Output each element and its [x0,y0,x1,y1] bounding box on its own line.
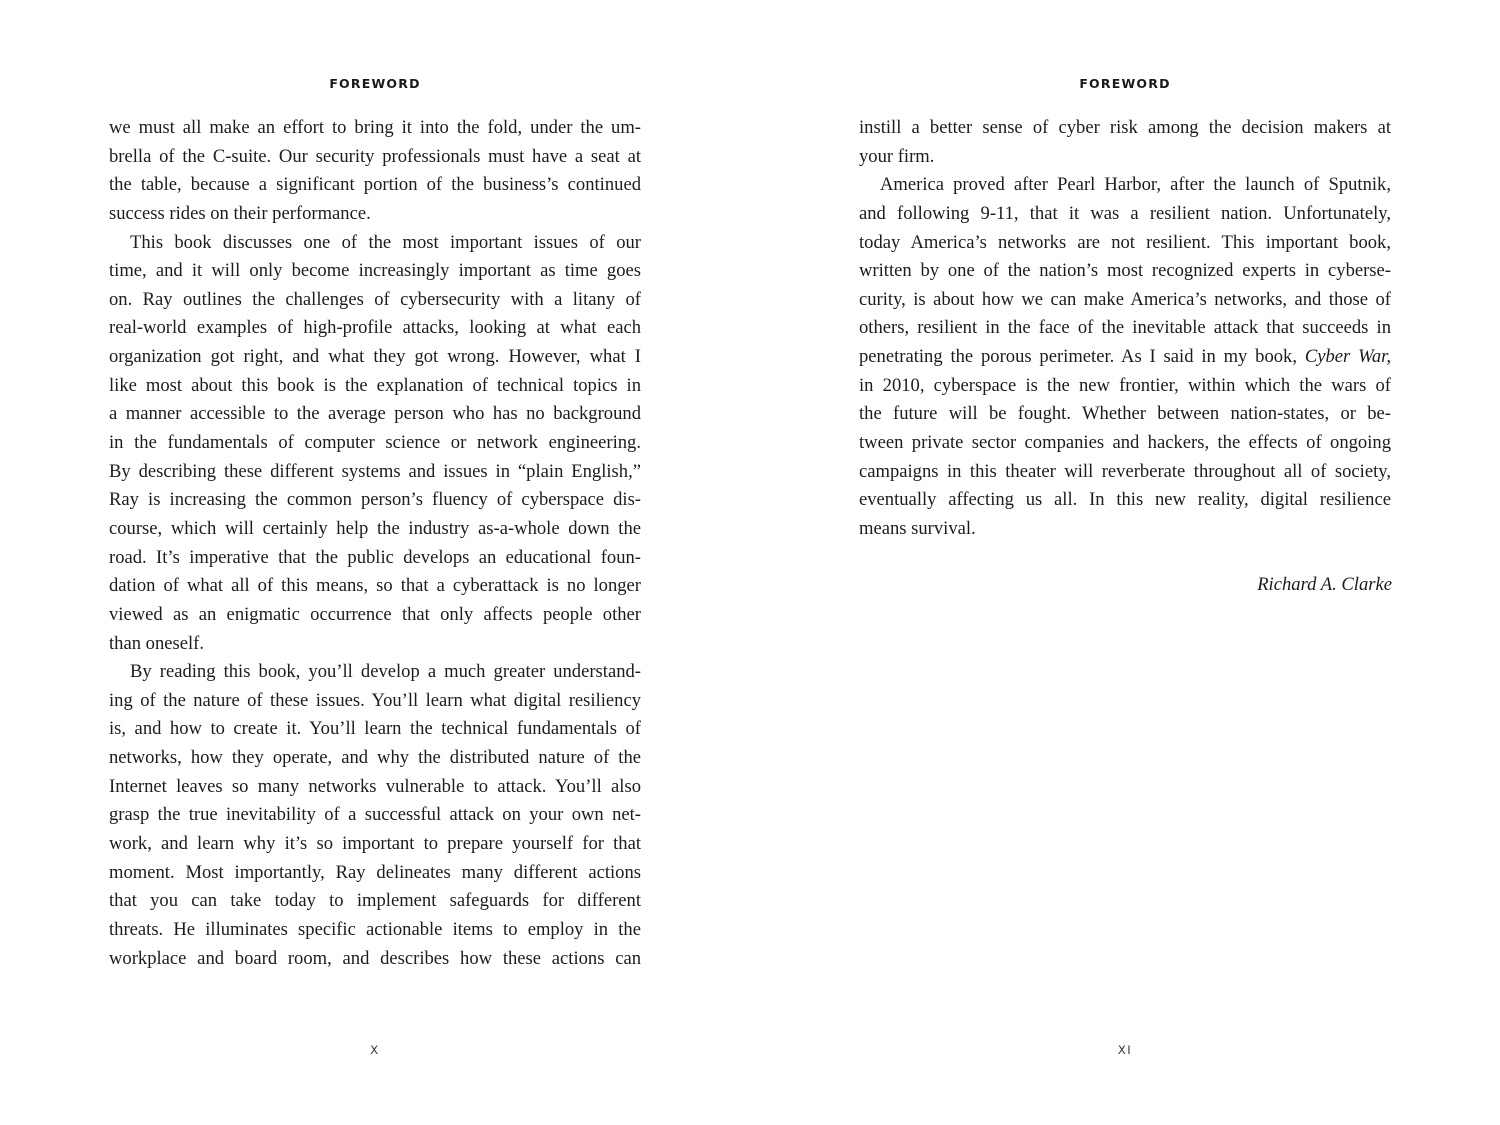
text-line: workplace and board room, and describes how these actions can [109,947,641,969]
text-line: America proved after Pearl Harbor, after the launch of Sputnik, [880,174,1391,196]
text-line: the future will be fought. Whether between nation-states, or be- [859,403,1391,425]
text-line: than oneself. [109,632,205,654]
running-head: FOREWORD [329,76,421,91]
page-number: XI [1117,1043,1133,1057]
text-line: work, and learn why it’s so important to prepare yourself for that [109,833,641,855]
text-line: we must all make an effort to bring it into the fold, under the um- [109,117,641,138]
text-line: success rides on their performance. [109,202,371,224]
right-page [750,0,1500,1125]
text-line: By describing these different systems and issues in “plain English,” [109,460,641,482]
text-line: course, which will certainly help the industry as-a-whole down the [109,517,641,539]
text-line: dation of what all of this means, so that a cyberattack is no longer [109,575,641,597]
text-line: This book discusses one of the most important issues of our [130,231,641,253]
text-line: networks, how they operate, and why the distributed nature of the [109,747,641,769]
paragraph [859,114,1391,171]
body-text [109,114,641,973]
text-line: your firm. [859,145,935,167]
book-title: Cyber War, [1304,346,1391,368]
text-line: means survival. [859,517,976,539]
paragraph [109,658,641,973]
text-line: time, and it will only become increasingly important as time goes [109,260,641,282]
text-line: like most about this book is the explanation of technical topics in [109,374,641,396]
text-line: tween private sector companies and hackers, the effects of ongoing [859,432,1391,454]
text-line: By reading this book, you’ll develop a much greater understand- [130,661,641,683]
text-line: today America’s networks are not resilient. This important book, [859,231,1391,253]
text-line: eventually affecting us all. In this new reality, digital resilience [859,489,1391,511]
text-line: organization got right, and what they got wrong. However, what I [109,346,641,368]
page-number: X [370,1043,380,1057]
paragraph [109,114,641,229]
text-line: a manner accessible to the average person who has no background [109,403,641,425]
text-line: others, resilient in the face of the inevitable attack that succeeds in [859,317,1391,339]
text-line: on. Ray outlines the challenges of cybersecurity with a litany of [109,288,641,310]
text-line: brella of the C-suite. Our security professionals must have a seat at [109,145,641,167]
text-line: threats. He illuminates specific actionable items to employ in the [109,918,641,940]
text-line: that you can take today to implement safeguards for different [109,890,641,912]
text-line: in 2010, cyberspace is the new frontier, within which the wars of [859,374,1391,396]
text-line: ing of the nature of these issues. You’ll learn what digital resiliency [109,689,641,711]
text-line: campaigns in this theater will reverberate throughout all of society, [859,460,1391,482]
text-line: written by one of the nation’s most recognized experts in cyberse- [859,260,1391,282]
body-text [859,114,1391,544]
text-line: the table, because a significant portion of the business’s continued [109,174,641,196]
text-line: instill a better sense of cyber risk among the decision makers at [859,117,1391,138]
text-line: grasp the true inevitability of a successful attack on your own net- [109,804,641,826]
text-line: road. It’s imperative that the public develops an educational foun- [109,546,641,568]
text-line: in the fundamentals of computer science or network engineering. [109,432,641,454]
text-line [859,343,1391,372]
text-line: curity, is about how we can make America’s networks, and those of [859,288,1391,310]
paragraph [859,171,1391,543]
author-signature: Richard A. Clarke [1257,574,1392,595]
text-line: is, and how to create it. You’ll learn the technical fundamentals of [109,718,641,740]
text-line: Internet leaves so many networks vulnerable to attack. You’ll also [109,775,641,797]
running-head: FOREWORD [1079,76,1171,91]
paragraph [109,229,641,659]
text-fragment: penetrating the porous perimeter. As I said in my book, [859,346,1305,368]
text-line: real-world examples of high-profile attacks, looking at what each [109,317,641,339]
text-line: viewed as an enigmatic occurrence that only affects people other [109,603,641,625]
text-line: moment. Most importantly, Ray delineates many different actions [109,861,641,883]
text-line: Ray is increasing the common person’s fluency of cyberspace dis- [109,489,641,511]
text-line: and following 9-11, that it was a resilient nation. Unfortunately, [859,202,1391,224]
